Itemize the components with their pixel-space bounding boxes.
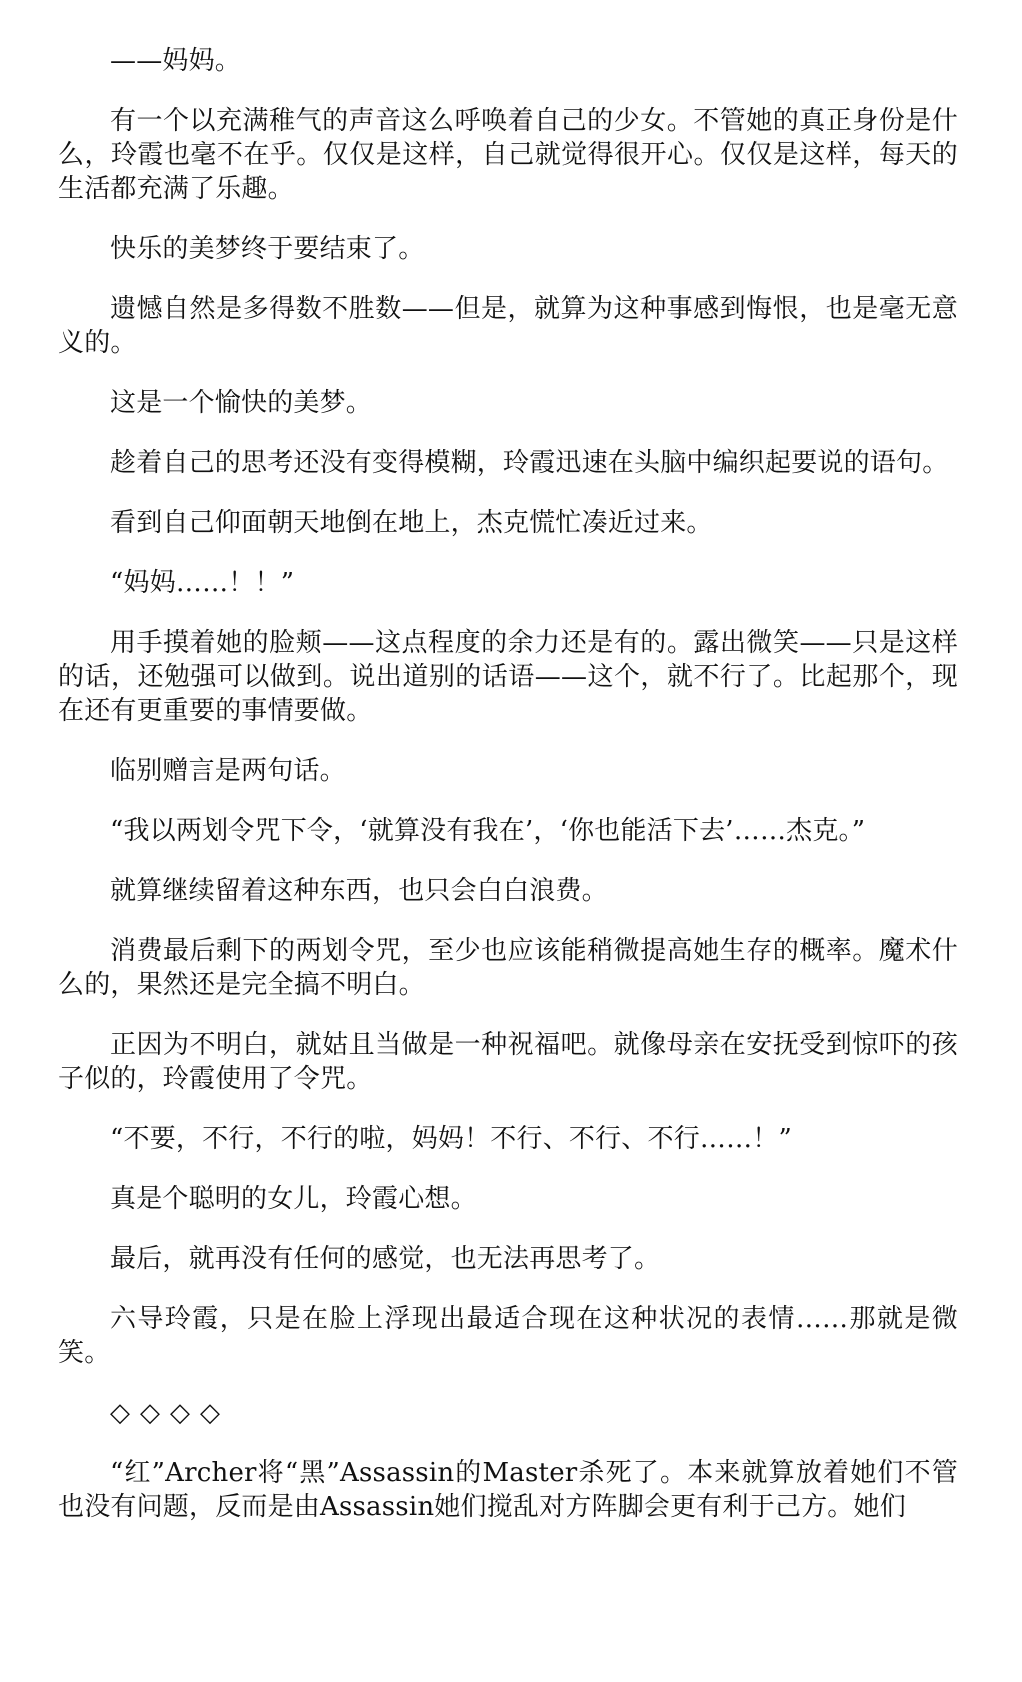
- paragraph: 有一个以充满稚气的声音这么呼唤着自己的少女。不管她的真正身份是什么，玲霞也毫不在乎。仅仅是这样，自己就觉得很开心。仅仅是这样，每天的生活都充满了乐趣。: [58, 106, 958, 204]
- paragraph: “不要，不行，不行的啦，妈妈！不行、不行、不行……！”: [110, 1124, 792, 1154]
- paragraph: ——妈妈。: [110, 46, 242, 76]
- paragraph: 真是个聪明的女儿，玲霞心想。: [110, 1184, 477, 1214]
- paragraph: 六导玲霞，只是在脸上浮现出最适合现在这种状况的表情……那就是微笑。: [58, 1304, 958, 1368]
- document-page: [58, 44, 958, 1550]
- scene-break-ornament: ◇◇◇◇: [110, 1398, 230, 1428]
- paragraph: “妈妈……！！”: [110, 568, 295, 598]
- paragraph: 趁着自己的思考还没有变得模糊，玲霞迅速在头脑中编织起要说的语句。: [110, 448, 949, 478]
- paragraph: 临别赠言是两句话。: [110, 756, 346, 786]
- paragraph: 看到自己仰面朝天地倒在地上，杰克慌忙凑近过来。: [110, 508, 713, 538]
- paragraph: 就算继续留着这种东西，也只会白白浪费。: [110, 876, 608, 906]
- paragraph: 用手摸着她的脸颊——这点程度的余力还是有的。露出微笑——只是这样的话，还勉强可以做到。说出道别的话语——这个，就不行了。比起那个，现在还有更重要的事情要做。: [58, 628, 958, 726]
- paragraph: 遗憾自然是多得数不胜数——但是，就算为这种事感到悔恨，也是毫无意义的。: [58, 294, 958, 358]
- paragraph: 最后，就再没有任何的感觉，也无法再思考了。: [110, 1244, 661, 1274]
- paragraph: 消费最后剩下的两划令咒，至少也应该能稍微提高她生存的概率。魔术什么的，果然还是完全搞不明白。: [58, 936, 958, 1000]
- paragraph: 这是一个愉快的美梦。: [110, 388, 373, 418]
- paragraph: “我以两划令咒下令，‘就算没有我在’，‘你也能活下去’……杰克。”: [110, 816, 866, 846]
- paragraph: “红”Archer将“黑”Assassin的Master杀死了。本来就算放着她们不管也没有问题，反而是由Assassin她们搅乱对方阵脚会更有利于己方。她们: [58, 1458, 958, 1522]
- paragraph: 快乐的美梦终于要结束了。: [110, 234, 425, 264]
- paragraph: 正因为不明白，就姑且当做是一种祝福吧。就像母亲在安抚受到惊吓的孩子似的，玲霞使用了令咒。: [58, 1030, 958, 1094]
